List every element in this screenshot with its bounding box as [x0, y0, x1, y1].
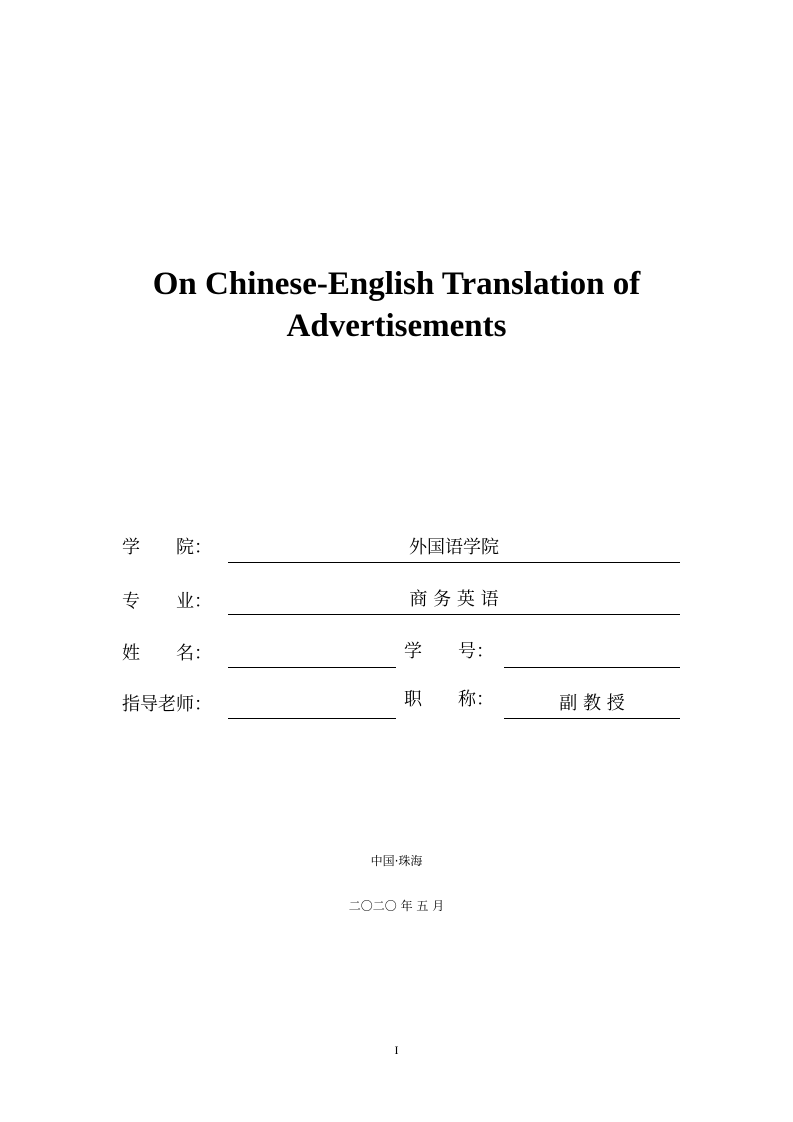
college-underline — [228, 562, 680, 563]
major-value: 商 务 英 语 — [409, 589, 499, 610]
college-value: 外国语学院 — [409, 537, 499, 558]
major-underline — [228, 614, 680, 615]
advisor-label: 指导老师： — [122, 694, 212, 715]
name-underline — [228, 667, 396, 668]
date-text: 二〇二〇 年 五 月 — [348, 899, 445, 913]
page-number: I — [394, 1043, 399, 1057]
thesis-title-line-2: Advertisements — [286, 308, 507, 344]
thesis-title-line-1: On Chinese-English Translation of — [152, 266, 641, 302]
name-label: 姓 名： — [122, 643, 212, 664]
student-id-underline — [504, 667, 680, 668]
college-label: 学 院： — [122, 537, 212, 558]
rank-underline — [504, 718, 680, 719]
rank-value: 副 教 授 — [559, 693, 625, 714]
major-label: 专 业： — [122, 591, 212, 612]
place-text: 中国·珠海 — [370, 854, 423, 868]
student-id-label: 学 号： — [404, 641, 494, 662]
rank-label: 职 称： — [404, 689, 494, 710]
advisor-underline — [228, 718, 396, 719]
